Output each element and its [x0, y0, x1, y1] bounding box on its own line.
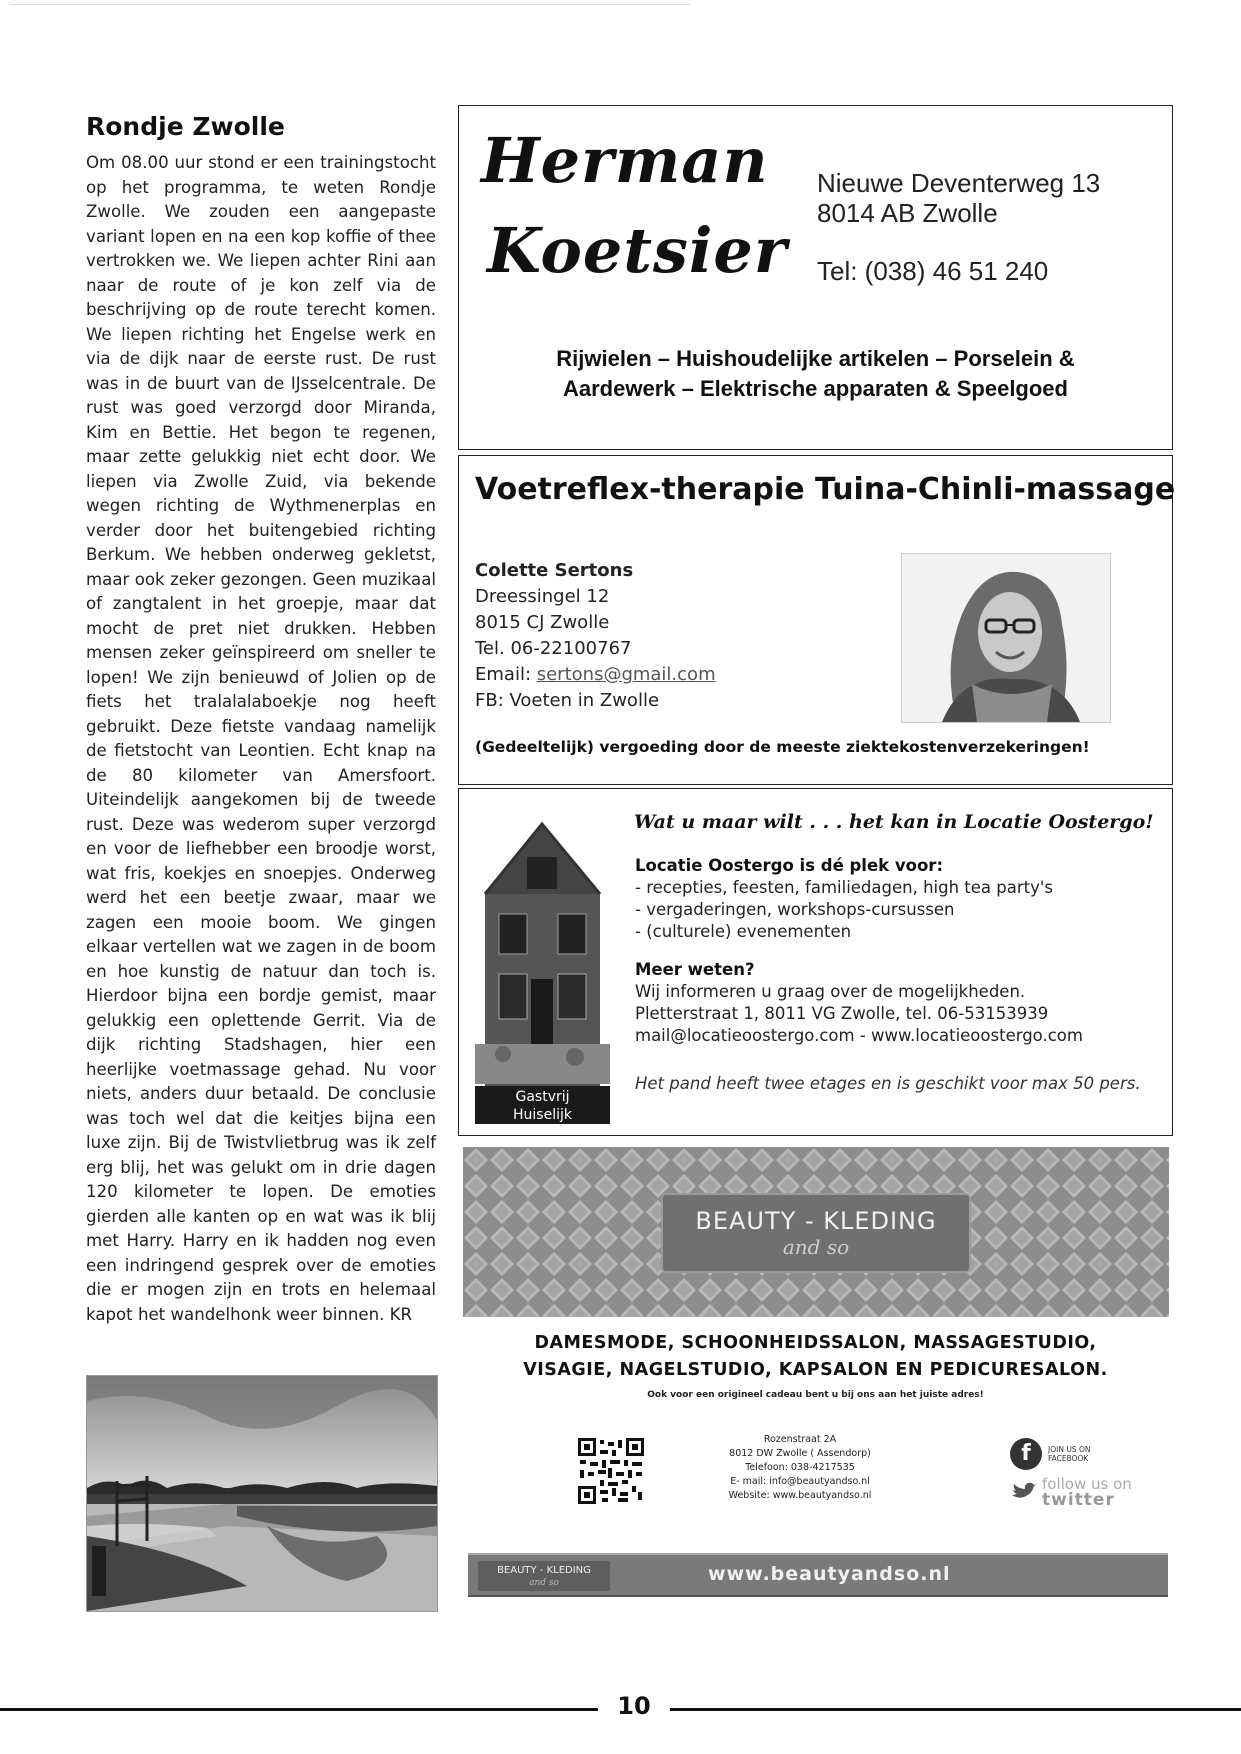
twitter-text-line2: twitter [1042, 1490, 1115, 1510]
tuina-facebook: FB: Voeten in Zwolle [475, 690, 660, 711]
beauty-banner-title: BEAUTY - KLEDING [695, 1207, 937, 1235]
beauty-address-line: Telefoon: 038-4217535 [745, 1462, 855, 1473]
tuina-city: 8015 CJ Zwolle [475, 612, 610, 633]
tuina-email-row [475, 662, 716, 688]
portrait-photo [901, 553, 1111, 723]
beauty-services-line2: VISAGIE, NAGELSTUDIO, KAPSALON EN PEDICURESALON. [523, 1360, 1108, 1380]
koetsier-logo-line2: Koetsier [487, 214, 788, 287]
page-number: 10 [617, 1692, 651, 1720]
house-label-line1: Gastvrij [515, 1089, 570, 1105]
house-label [475, 1086, 610, 1124]
tuina-street: Dreessingel 12 [475, 586, 610, 607]
koetsier-city: 8014 AB Zwolle [817, 198, 998, 228]
footer-rule-right [670, 1708, 1241, 1711]
article [86, 112, 436, 1327]
beauty-services [458, 1330, 1173, 1384]
article-body: Om 08.00 uur stond er een trainingstocht op het programma, te weten Rondje Zwolle. We zouden een aangepaste variant lopen en na een kop koffie of thee vertrokken we. We liepen achter Rini aan naar de route of je kon zelf via de beschrijving op de route terecht komen. We liepen richting het Engelse werk en via de dijk naar de eerste rust. De rust was in de buurt van de IJsselcentrale. De rust was goed verzorgd door Miranda, Kim en Bettie. Het begon te regenen, maar zette gelukkig niet echt door. We liepen via Zwolle Zuid, via bekende wegen richting de Wythmenerplas en verder door het buitengebied richting Berkum. We hebben onderweg gekletst, maar ook zeker gezongen. Geen muzikaal of zangtalent in het groepje, maar dat mocht de pret niet drukken. Hebben mensen zeker geïnspireerd om sneller te lopen! We zijn benieuwd of Jolien op de fiets het tralalalaboekje nog heeft gebruikt. Deze fietste vandaag namelijk de fietstocht van Leontien. Echt knap na de 80 kilometer van Amersfoort. Uiteindelijk aangekomen bij de tweede rust. Deze was wederom super verzorgd en voor de liefhebber een broodje worst, wat fris, koekjes en snoepjes. Onderweg werd het een beetje zwaar, maar we zagen een mooie boom. We gingen elkaar vertellen wat we zagen in de boom en hoe kunstig de natuur dan toch is. Hierdoor bijna een bordje gemist, maar gelukkig een oplettende Gerrit. Via de dijk richting Stadshagen, hier een heerlijke voetmassage gehad. Nu voor niets, anders duur betaald. De conclusie was toch wel dat die keitjes bijna een luxe zijn. Bij de Twistvlietbrug was ik zelf erg blij, het was gelukt om in drie dagen 120 kilometer te lopen. De emoties gierden alle kanten op en wat was ik blij met Harry. Harry en ik hadden nog even een indringend gesprek over de emoties die er mogen zijn en trots en helemaal kapot het wandelhonk weer binnen. KR [86, 153, 436, 1324]
beauty-url-strip [468, 1553, 1168, 1597]
house-label-line2: Huiselijk [513, 1107, 572, 1123]
facebook-text-line2: FACEBOOK [1048, 1454, 1089, 1463]
tuina-name: Colette Sertons [475, 560, 634, 581]
koetsier-phone: Tel: (038) 46 51 240 [817, 256, 1049, 286]
strip-logo [478, 1561, 610, 1591]
facebook-icon: f [1010, 1438, 1042, 1470]
beauty-services-line1: DAMESMODE, SCHOONHEIDSSALON, MASSAGESTUDIO, [534, 1333, 1097, 1353]
twitter-link[interactable] [1010, 1476, 1160, 1508]
strip-logo-sub: and so [529, 1578, 559, 1588]
beauty-banner-sub: and so [782, 1235, 850, 1259]
oostergo-more-heading: Meer weten? [635, 960, 755, 979]
tuina-email-label: Email: [475, 664, 537, 685]
social-links [1010, 1438, 1160, 1508]
beauty-banner [463, 1147, 1169, 1317]
oostergo-note: Het pand heeft twee etages en is geschikt voor max 50 pers. [635, 1074, 1141, 1093]
koetsier-products [459, 344, 1172, 404]
top-edge-line [10, 4, 690, 5]
oostergo-heading: Locatie Oostergo is dé plek voor: [635, 856, 944, 875]
koetsier-products-line2: Aardewerk – Elektrische apparaten & Speelgoed [563, 376, 1068, 401]
twitter-text-line1: follow us on [1042, 1475, 1132, 1493]
tuina-contact [475, 558, 716, 714]
strip-logo-title: BEAUTY - KLEDING [497, 1565, 591, 1576]
oostergo-item: - vergaderingen, workshops-cursussen [635, 900, 955, 919]
house-photo [475, 819, 610, 1124]
koetsier-street: Nieuwe Deventerweg 13 [817, 168, 1101, 198]
oostergo-ad [458, 788, 1173, 1136]
tuina-ad [458, 455, 1176, 785]
footer-rule-left [0, 1708, 598, 1711]
twitter-text [1042, 1476, 1132, 1508]
beauty-address [700, 1433, 900, 1503]
oostergo-tagline: Wat u maar wilt . . . het kan in Locatie Oostergo! [634, 811, 1154, 833]
facebook-text-line1: JOIN US ON [1048, 1445, 1091, 1454]
tuina-footer: (Gedeeltelijk) vergoeding door de meeste ziektekostenverzekeringen! [475, 738, 1090, 756]
beauty-address-line: 8012 DW Zwolle ( Assendorp) [729, 1448, 871, 1459]
oostergo-more-line: Wij informeren u graag over de mogelijkheden. [635, 982, 1026, 1001]
article-title: Rondje Zwolle [86, 112, 285, 141]
facebook-text [1048, 1445, 1090, 1463]
qr-code[interactable] [578, 1438, 644, 1504]
tuina-title: Voetreflex-therapie Tuina-Chinli-massage [475, 472, 1176, 507]
tuina-email-link[interactable]: sertons@gmail.com [536, 664, 716, 685]
beauty-address-line: Website: www.beautyandso.nl [728, 1490, 872, 1501]
beauty-address-line: E- mail: info@beautyandso.nl [730, 1476, 870, 1487]
canal-photo [86, 1375, 438, 1612]
oostergo-address: Pletterstraat 1, 8011 VG Zwolle, tel. 06-53153939 [635, 1004, 1049, 1023]
facebook-link[interactable] [1010, 1438, 1160, 1470]
koetsier-ad [458, 105, 1173, 450]
koetsier-products-line1: Rijwielen – Huishoudelijke artikelen – Porselein & [556, 346, 1075, 371]
twitter-bird-icon [1010, 1481, 1038, 1503]
beauty-banner-label [663, 1195, 969, 1271]
tuina-phone: Tel. 06-22100767 [475, 638, 632, 659]
beauty-website-link[interactable]: www.beautyandso.nl [708, 1563, 951, 1585]
oostergo-contact-links[interactable]: mail@locatieoostergo.com - www.locatieoostergo.com [635, 1026, 1083, 1045]
oostergo-item: - (culturele) evenementen [635, 922, 852, 941]
beauty-gift-line: Ook voor een origineel cadeau bent u bij ons aan het juiste adres! [647, 1390, 984, 1400]
beauty-address-line: Rozenstraat 2A [763, 1434, 837, 1445]
koetsier-logo-line1: Herman [481, 124, 769, 197]
oostergo-item: - recepties, feesten, familiedagen, high tea party's [635, 878, 1054, 897]
